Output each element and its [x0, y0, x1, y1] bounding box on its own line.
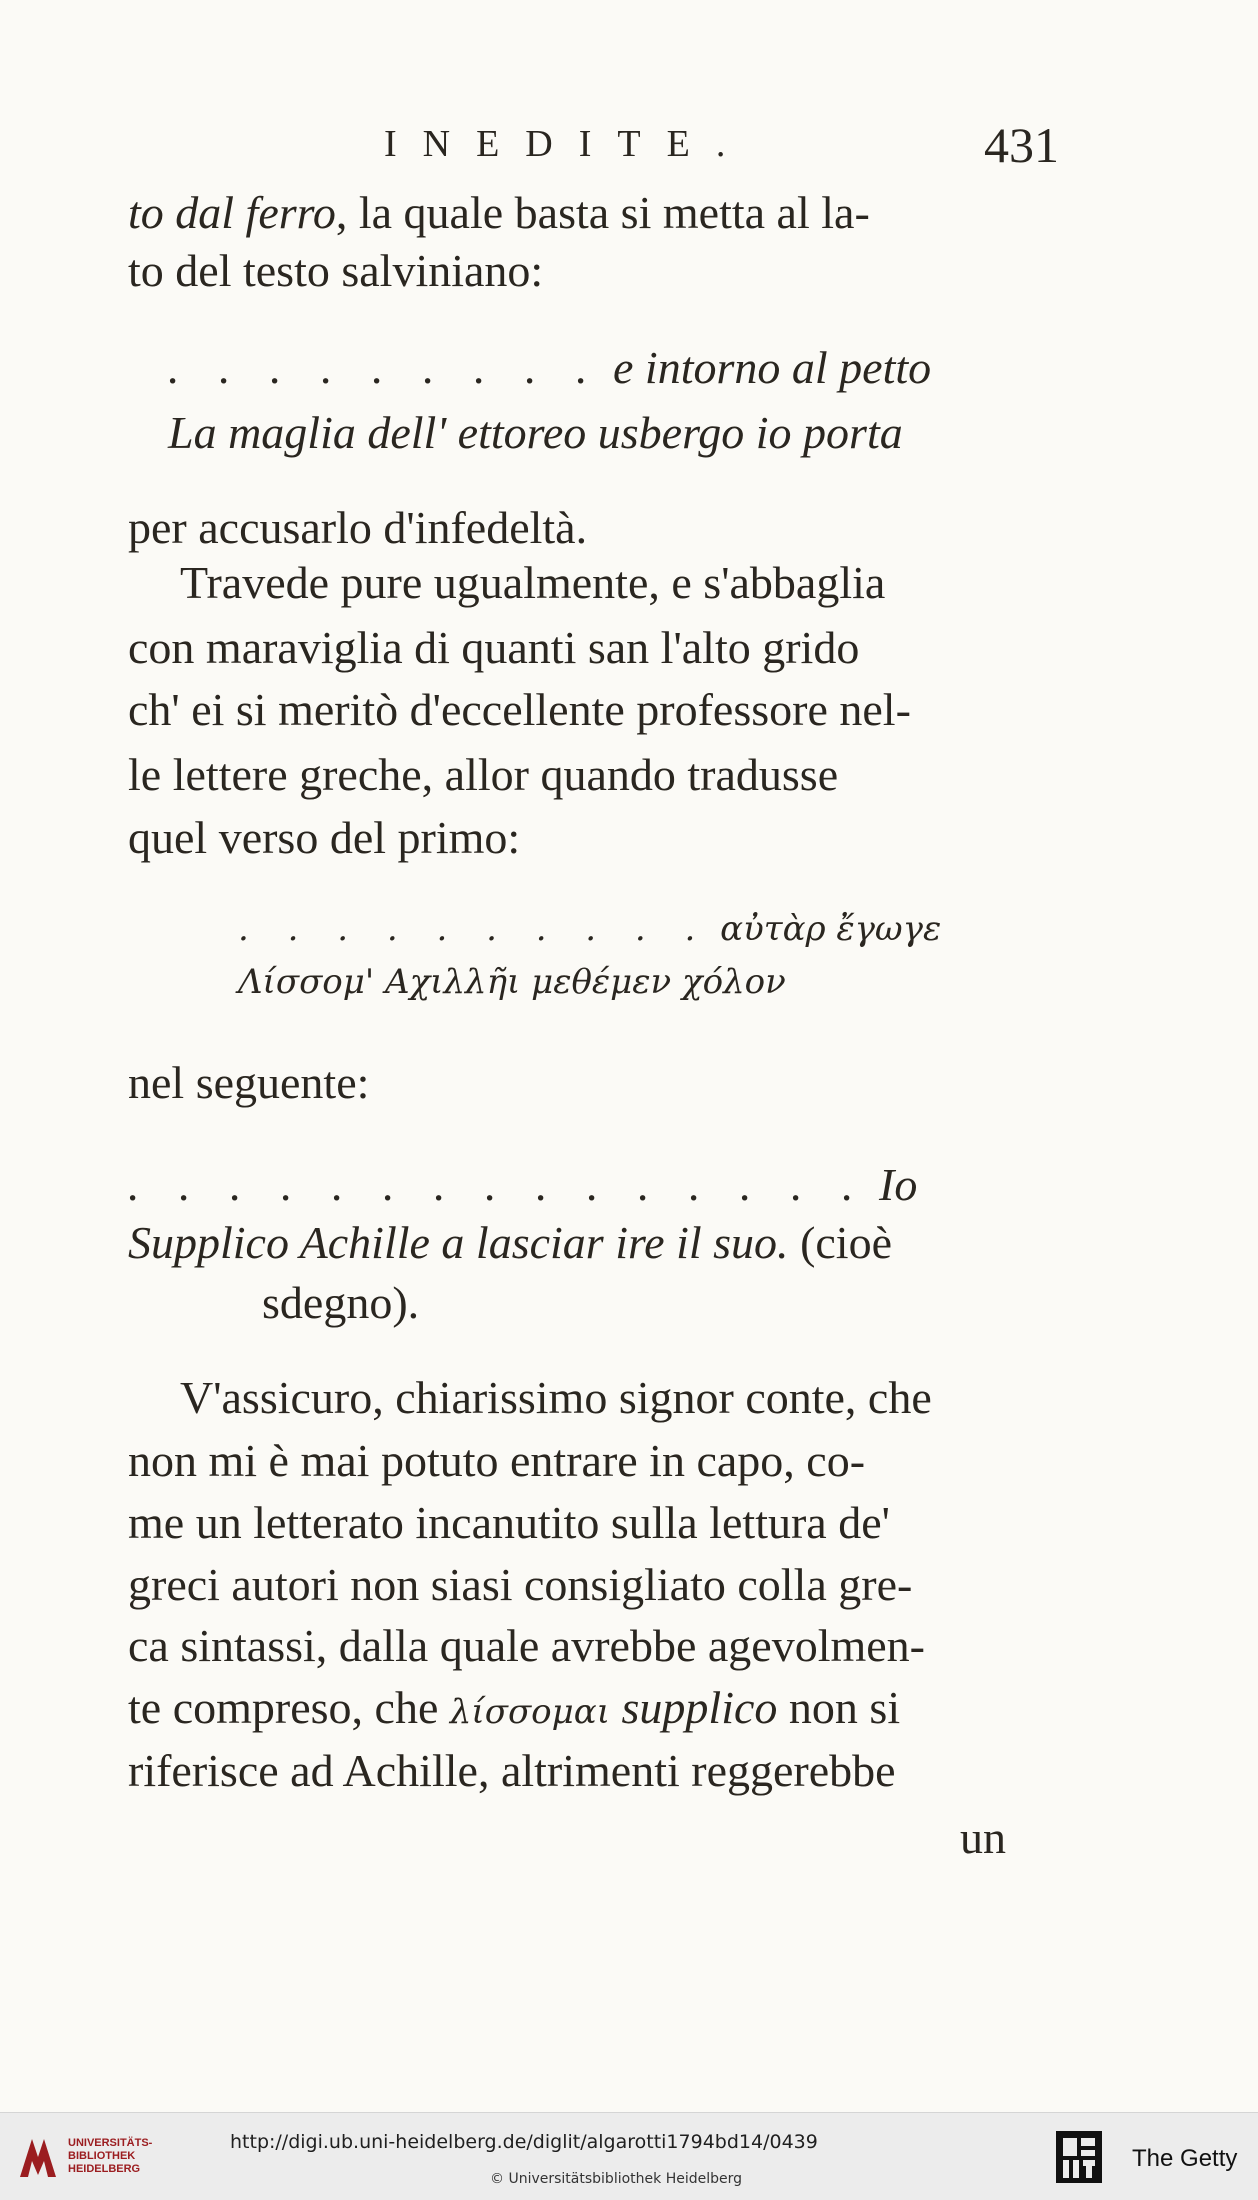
- text-line: nel seguente:: [128, 1057, 370, 1108]
- text-line: greci autori non siasi consigliato colla gre-: [128, 1559, 913, 1610]
- getty-logo[interactable]: [1054, 2125, 1254, 2189]
- page-number: 431: [984, 117, 1059, 173]
- paragraph-start: Travede pure ugualmente, e s'abbaglia: [180, 557, 886, 608]
- text-line: quel verso del primo:: [128, 812, 521, 863]
- viewer-footer: [0, 2112, 1258, 2200]
- library-logo[interactable]: [14, 2125, 164, 2187]
- greek-verse-line: Λίσσομ' Αχιλλῆι μεθέμεν χόλον: [238, 962, 786, 1002]
- verse-line: . . . . . . . . . . . . . . . Io: [128, 1159, 918, 1210]
- getty-logo-text: The Getty: [1132, 2145, 1238, 2172]
- running-head: INEDITE.: [384, 123, 752, 165]
- text-line: riferisce ad Achille, altrimenti reggerebbe: [128, 1745, 896, 1796]
- permalink[interactable]: http://digi.ub.uni-heidelberg.de/diglit/algarotti1794bd14/0439: [230, 2131, 818, 2153]
- text-line: per accusarlo d'infedeltà.: [128, 502, 588, 553]
- copyright-notice: © Universitätsbibliothek Heidelberg: [490, 2171, 743, 2187]
- text-line: to del testo salviniano:: [128, 245, 544, 296]
- text-line: ca sintassi, dalla quale avrebbe agevolmen-: [128, 1620, 926, 1671]
- library-logo-text: UNIVERSITÄTS- BIBLIOTHEK HEIDELBERG: [68, 2137, 153, 2175]
- text-line: le lettere greche, allor quando tradusse: [128, 749, 839, 800]
- text-line: me un letterato incanutito sulla lettura de': [128, 1497, 890, 1548]
- library-logo-icon: [14, 2131, 60, 2183]
- text-line: con maraviglia di quanti san l'alto grido: [128, 622, 860, 673]
- getty-logo-icon: [1054, 2129, 1104, 2185]
- catchword: un: [960, 1812, 1006, 1863]
- text-line: non mi è mai potuto entrare in capo, co-: [128, 1435, 866, 1486]
- paragraph-start: V'assicuro, chiarissimo signor conte, che: [180, 1372, 932, 1423]
- greek-verse-line: . . . . . . . . . . αὐτὰρ ἔγωγε: [238, 909, 942, 949]
- text-line: te compreso, che λίσσομαι supplico non si: [128, 1682, 901, 1733]
- text-line: to dal ferro, la quale basta si metta al la-: [128, 187, 870, 238]
- verse-line: . . . . . . . . . e intorno al petto: [168, 342, 932, 393]
- verse-line: Supplico Achille a lasciar ire il suo. (cioè: [128, 1217, 892, 1268]
- text-line: sdegno).: [262, 1277, 420, 1328]
- text-line: ch' ei si meritò d'eccellente professore nel-: [128, 684, 911, 735]
- verse-line: La maglia dell' ettoreo usbergo io porta: [168, 407, 903, 458]
